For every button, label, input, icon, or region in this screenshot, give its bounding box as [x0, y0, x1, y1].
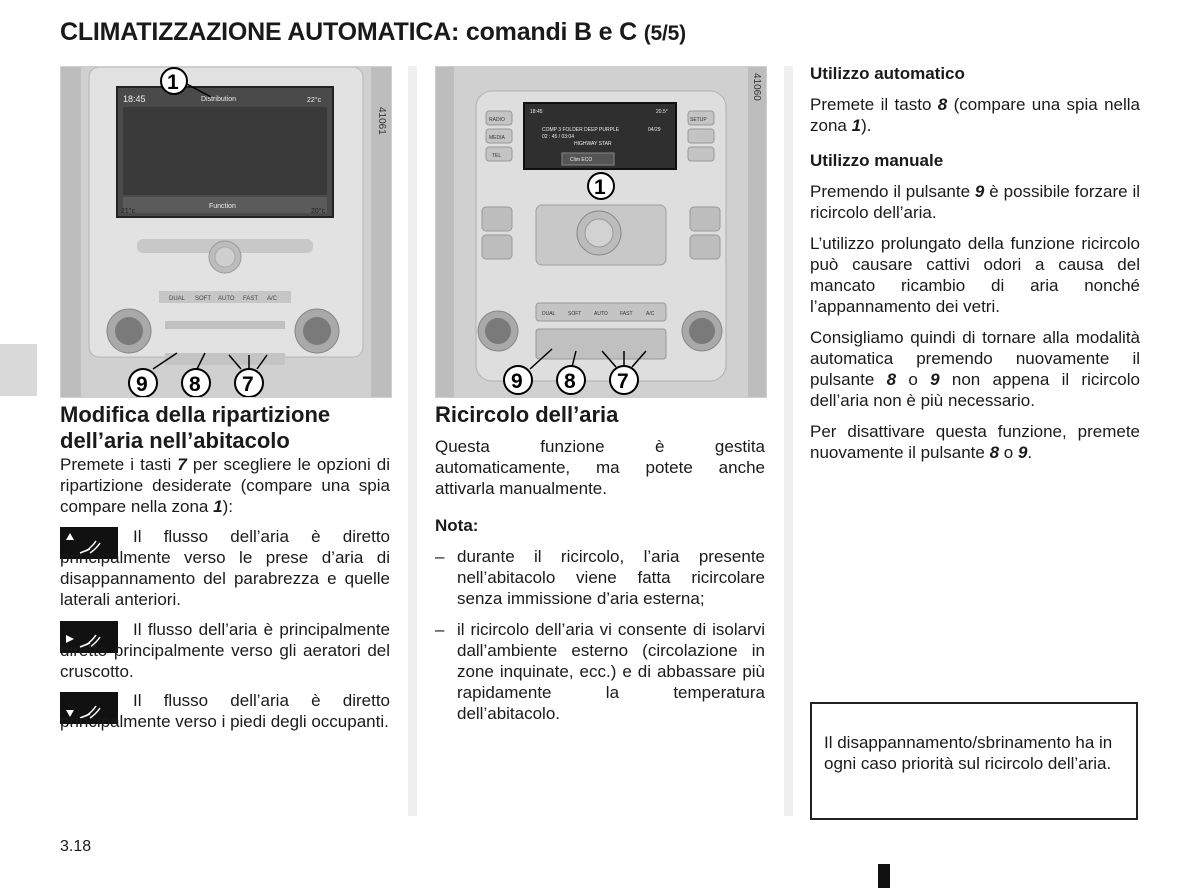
left-callout-8: 8 — [189, 373, 201, 396]
left-screen-temp-left: 21°c — [121, 208, 136, 215]
right-btn-auto: AUTO — [594, 311, 608, 317]
right-screen-line1-time: 04/29 — [648, 127, 661, 133]
right-screen-eco: Clim ECO — [570, 157, 593, 163]
auto-use-title: Utilizzo automatico — [810, 64, 965, 83]
left-callout-1: 1 — [167, 71, 179, 94]
left-callout-9: 9 — [136, 373, 148, 396]
right-callout-1: 1 — [594, 176, 606, 199]
manual-use-title: Utilizzo manuale — [810, 151, 944, 170]
figure-left-panel — [60, 66, 392, 398]
note-item: – il ricircolo dell’aria vi consente di isolarvi dall’ambiente esterno (circolazione in zone inquinate, ecc.) e di abbassare più rapidamente la temperatura dell’abitacolo. — [435, 620, 765, 723]
middle-column — [435, 402, 765, 734]
right-side-btn-radio: RADIO — [489, 117, 505, 123]
manual-use-disable: Per disattivare questa funzione, premete nuovamente il pulsante 8 o 9. — [810, 422, 1140, 462]
figure-right-panel — [435, 66, 767, 398]
right-column — [810, 63, 1140, 473]
right-side-btn-media: MEDIA — [489, 135, 505, 141]
page-title: CLIMATIZZAZIONE AUTOMATICA: comandi B e C (5/5) — [60, 18, 686, 46]
right-screen-line1: COMP 3 FOLDER DEEP PURPLE — [542, 127, 620, 133]
middle-intro: Questa funzione è gestita automaticamente, ma potete anche attivarla manualmente. — [435, 437, 765, 498]
manual-use-warning: L’utilizzo prolungato della funzione ricircolo può causare cattivi odori a causa del mancato ricambio di aria nonché l’appannamento dei vetri. — [810, 234, 1140, 316]
note-title: Nota: — [435, 516, 479, 535]
right-btn-fast: FAST — [620, 311, 633, 317]
right-side-btn-tel: TEL — [492, 153, 502, 159]
left-btn-ac: A/C — [267, 296, 278, 302]
left-figure-ref: 41061 — [376, 107, 387, 135]
left-btn-fast: FAST — [243, 296, 259, 302]
left-screen-title: Distribution — [201, 96, 237, 103]
left-btn-dual: DUAL — [169, 296, 186, 302]
left-screen-temp-top: 22°c — [307, 97, 322, 104]
figure-left-illustration — [61, 67, 391, 397]
right-figure-ref: 41060 — [751, 73, 762, 101]
right-screen-line2: 02 : 45 / 03:04 — [542, 134, 574, 140]
auto-use-text: Premete il tasto 8 (compare una spia nella zona 1). — [810, 95, 1141, 135]
manual-use-advice: Consigliamo quindi di tornare alla modalità automatica premendo nuovamente il pulsante 8 o 9 non appena il ricircolo dell’aria non è più necessario. — [810, 328, 1140, 410]
airflow-item-feet: Il flusso dell’aria è diretto principalmente verso i piedi degli occupanti. — [60, 691, 390, 731]
figure-right-illustration — [436, 67, 766, 397]
page-number: 3.18 — [60, 838, 92, 855]
info-box: Il disappannamento/sbrinamento ha in ogni caso priorità sul ricircolo dell’aria. — [810, 702, 1138, 820]
right-btn-soft: SOFT — [568, 311, 582, 317]
note-item: – durante il ricircolo, l’aria presente nell’abitacolo viene fatta ricircolare senza immissione d’aria esterna; — [435, 547, 765, 608]
middle-heading: Ricircolo dell’aria — [435, 402, 619, 427]
airflow-item-face: Il flusso dell’aria è principalmente diretto principalmente verso gli aeratori del cruscotto. — [60, 620, 390, 681]
right-btn-ac: A/C — [646, 311, 655, 317]
note-list — [435, 546, 765, 724]
column-divider — [408, 66, 417, 816]
right-callout-7: 7 — [617, 370, 629, 393]
right-screen-line3: HIGHWAY STAR — [574, 141, 612, 147]
left-screen-temp-right: 20°c — [311, 208, 326, 215]
left-screen-function: Function — [209, 203, 236, 210]
right-screen-time: 18:45 — [530, 109, 543, 115]
left-btn-soft: SOFT — [195, 296, 211, 302]
left-column — [60, 402, 390, 517]
left-btn-auto: AUTO — [218, 296, 235, 302]
manual-use-text: Premendo il pulsante 9 è possibile forzare il ricircolo dell’aria. — [810, 182, 1140, 222]
left-heading: Modifica della ripartizione dell’aria nell’abitacolo — [60, 402, 331, 453]
left-screen-time: 18:45 — [123, 94, 146, 104]
left-callout-7: 7 — [242, 373, 254, 396]
left-intro: Premete i tasti 7 per scegliere le opzioni di ripartizione desiderate (compare una spia compare nella zona 1): — [60, 455, 391, 516]
right-side-btn-setup: SETUP — [690, 117, 707, 123]
column-divider — [784, 66, 793, 816]
section-tab-marker — [0, 344, 37, 396]
right-btn-dual: DUAL — [542, 311, 556, 317]
right-screen-temp: 20.5° — [656, 109, 668, 115]
page-edge-marker — [878, 864, 890, 888]
right-callout-8: 8 — [564, 370, 576, 393]
airflow-item-windshield: Il flusso dell’aria è diretto principalmente verso le prese d’aria di disappannamento del parabrezza e quelle laterali anteriori. — [60, 527, 390, 609]
right-callout-9: 9 — [511, 370, 523, 393]
